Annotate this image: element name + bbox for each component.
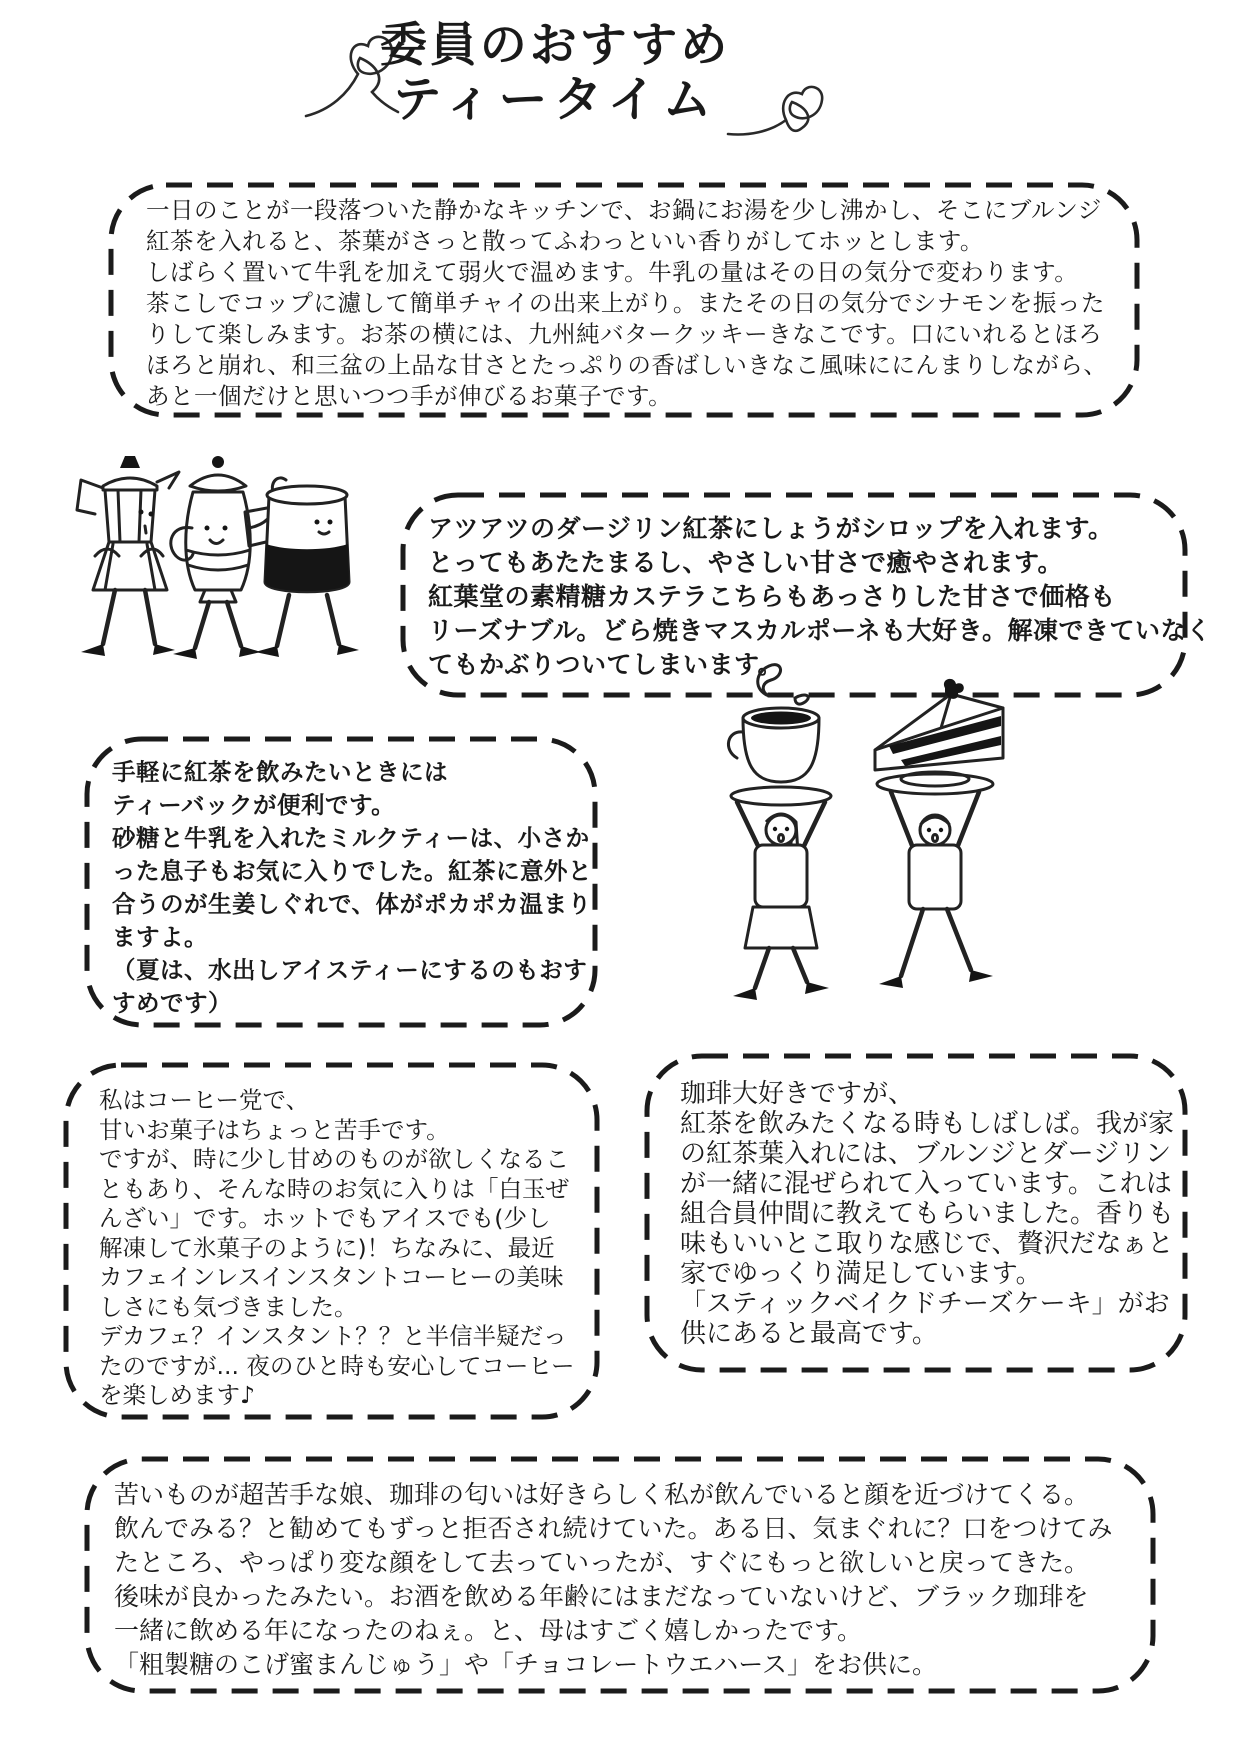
text-line: たところ、やっぱり変な顔をして去っていったが、すぐにもっと欲しいと戻ってきた。 [114,1548,1090,1577]
person-with-cake-slice [877,772,993,988]
page-title-line2: ティータイム [392,70,718,128]
text-line: デカフェ？インスタント？？と半信半疑だっ [99,1322,567,1350]
text-line: すめです） [112,989,232,1017]
text-line: 紅茶を飲みたくなる時もしばしば。我が家 [680,1109,1175,1139]
text-line: 紅茶を入れると、茶葉がさっと散ってふわっといい香りがしてホッとします。 [146,227,984,255]
text-line: （夏は、水出しアイスティーにするのもおす [112,956,588,984]
text-line: りして楽しみます。お茶の横には、九州純バタークッキーきなこです。口にいれるとほろ [146,320,1103,348]
text-line: 「粗製糖のこげ蜜まんじゅう」や「チョコレートウエハース」をお供に。 [114,1650,938,1679]
steam-icon [758,665,809,704]
text-line: 「スティックベイクドチーズケーキ」がお [680,1289,1170,1319]
text-line: 飲んでみる？と勧めてもずっと拒否され続けていた。ある日、気まぐれに？口をつけてみ [114,1514,1113,1543]
text-line: ですが、時に少し甘めのものが欲しくなるこ [99,1145,569,1173]
text-line: アツアツのダージリン紅茶にしょうがシロップを入れます。 [428,514,1114,543]
teacup-icon [728,708,819,782]
recommendation-text [63,1062,600,1411]
text-line: ともあり、そんな時のお気に入りは「白玉ぜ [99,1174,569,1203]
text-line: 合うのが生姜しぐれで、体がポカポカ温まり [112,890,592,918]
text-line: 組合員仲間に教えてもらいました。香りも [680,1199,1175,1229]
text-line: 一緒に飲める年になったのねぇ。と、母はすごく嬉しかったです。 [114,1616,863,1645]
text-line: カフェインレスインスタントコーヒーの美味 [99,1263,564,1291]
recommendation-text [644,1053,1188,1349]
coffee-carafe-icon [245,486,359,657]
recommendation-text [84,736,598,1020]
person-with-teacup [731,787,831,1000]
text-line: 砂糖と牛乳を入れたミルクティーは、小さか [112,824,590,852]
text-line: しばらく置いて牛乳を加えて弱火で温めます。牛乳の量はその日の気分で変わります。 [146,258,1079,286]
text-line: とってもあたたまるし、やさしい甘さで癒やされます。 [428,548,1064,577]
teacup-and-cake-carriers-illustration [695,652,1040,1020]
recommendation-box-tea-blend [644,1053,1188,1373]
recommendation-box-teabag [84,736,598,1028]
text-line: 後味が良かったみたい。お酒を飲める年齢にはまだなっていないけど、ブラック珈琲を [114,1582,1089,1611]
heart-doodle-icon [726,76,826,142]
cake-slice-icon [875,679,1003,770]
recommendation-box-chai [108,182,1140,418]
text-line: 苦いものが超苦手な娘、珈琲の匂いは好きらしく私が飲んでいると顔を近づけてくる。 [114,1480,1090,1509]
text-line: を楽しめます♪ [99,1381,255,1409]
text-line: 手軽に紅茶を飲みたいときには [112,758,448,786]
walking-coffee-pots-illustration [55,432,395,672]
text-line: あと一個だけと思いつつ手が伸びるお菓子です。 [146,382,673,410]
text-line: てもかぶりついてしまいます。 [428,650,784,679]
text-line: 解凍して氷菓子のように)！ちなみに、最近 [99,1233,555,1262]
text-line: 家でゆっくり満足しています。 [680,1259,1042,1289]
recommendation-box-daughter-coffee [84,1456,1156,1694]
text-line: 一日のことが一段落ついた静かなキッチンで、お鍋にお湯を少し沸かし、そこにブルンジ [146,196,1102,224]
text-line: しさにも気づきました。 [99,1292,358,1321]
text-line: たのですが... 夜のひと時も安心してコーヒー [99,1351,575,1380]
recommendation-box-coffee-zenzai [63,1062,600,1420]
page-title-line1: 委員のおすすめ [379,18,731,73]
text-line: ティーバックが便利です。 [112,791,396,819]
text-line: が一緒に混ぜられて入っています。これは [680,1169,1172,1199]
text-line: んざい」です。ホットでもアイスでも(少し [99,1204,551,1232]
text-line: 茶こしでコップに濾して簡単チャイの出来上がり。またその日の気分でシナモンを振った [146,289,1105,317]
text-line: った息子もお気に入りでした。紅茶に意外と [112,857,592,885]
text-line: ますよ。 [112,923,208,951]
text-line: 味もいいとこ取りな感じで、贅沢だなぁと [680,1229,1174,1259]
recommendation-text [84,1456,1156,1682]
text-line: の紅茶葉入れには、ブルンジとダージリン [680,1139,1172,1169]
text-line: 紅葉堂の素精糖カステラこちらもあっさりした甘さで価格も [428,582,1116,611]
text-line: 甘いお菓子はちょっと苦手です。 [99,1115,450,1144]
text-line: 珈琲大好きですが、 [680,1079,915,1109]
text-line: 私はコーヒー党で、 [99,1086,310,1114]
text-line: 供にあると最高です。 [680,1319,938,1349]
text-line: ほろと崩れ、和三盆の上品な甘さとたっぷりの香ばしいきなこ風味ににんまりしながら、 [146,351,1108,379]
moka-pot-icon [77,456,179,656]
text-line: リーズナブル。どら焼きマスカルポーネも大好き。解凍できていなく [428,616,1212,645]
recommendation-text [108,182,1140,412]
